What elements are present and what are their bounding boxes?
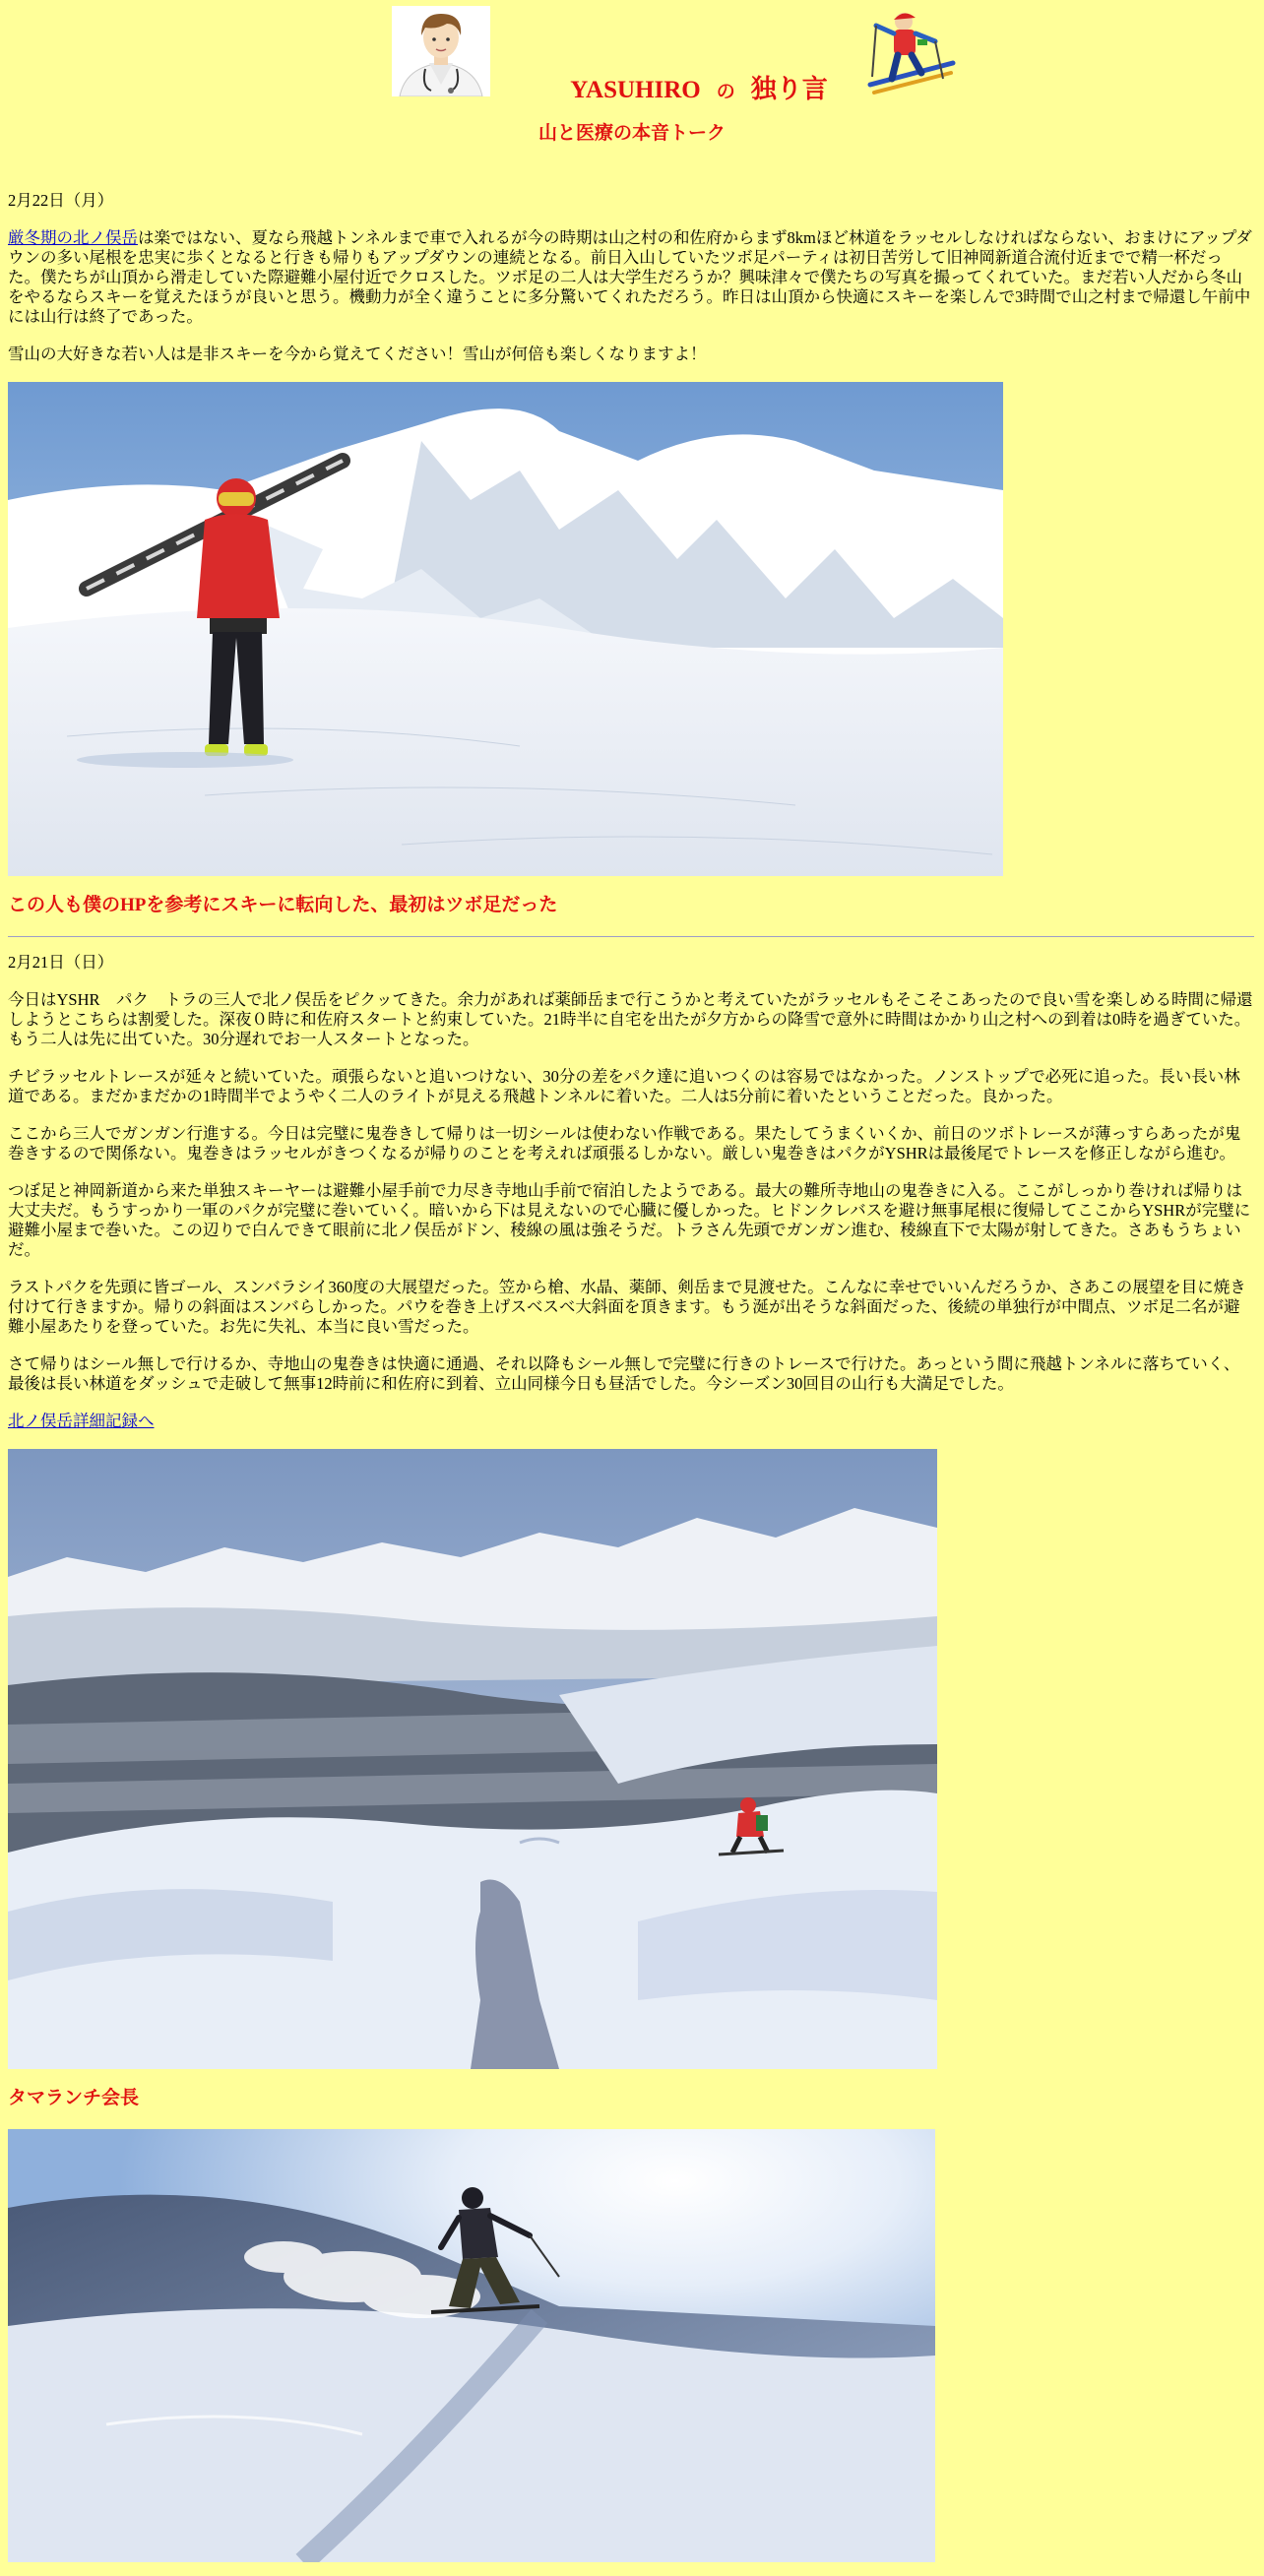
page-header [0,0,1264,177]
kitanomata-detail-record-link[interactable]: 北ノ俣岳詳細記録へ [8,1412,155,1430]
doctor-avatar-icon [392,6,490,96]
skier-clipart-icon [864,8,957,98]
skier-descending-forest-photo [8,1449,937,2069]
detail-link-paragraph [8,1412,1254,1431]
entry-paragraph [8,228,1254,327]
entry-body-text: は楽ではない、夏なら飛越トンネルまで車で入れるが今の時期は山之村の和佐府からまず8kmほど林道をラッセルしなければならない、おまけにアップダウンの多い尾根を忠実に歩くとなると行きも帰りもアップダウンの連続となる。前日入山していたツボ足パーティは初日苦労して旧神岡新道合流付近までで精一杯だった。僕たちが山頂から滑走していた際避難小屋付近でクロスした。ツボ足の二人は大学生だろうか？興味津々で僕たちの写真を撮ってくれていた。まだ若い人だから冬山をやるならスキーを覚えたほうが良いと思う。機動力が全く違うことに多分驚いてくれただろう。昨日は山頂から快適にスキーを楽しんで3時間で山之村まで帰還し午前中には山行は終了であった。 [8,228,1252,326]
entry-paragraph: つぼ足と神岡新道から来た単独スキーヤーは避難小屋手前で力尽き寺地山手前で宿泊したようである。最大の難所寺地山の鬼巻きに入る。ここがしっかり巻ければ帰りは大丈夫だ。もうすっかり一軍のパクが完璧に巻いていく。暗いから下は見えないので心臓に優しかった。ヒドンクレバスを避け無事尾根に復帰してここからYSHRが完璧に避難小屋まで巻いた。この辺りで白んできて眼前に北ノ俣岳がドン、稜線の風は強そうだ。トラさん先頭でガンガン進む、稜線直下で太陽が射してきた。さあもうちょいだ。 [8,1181,1251,1259]
page-title [551,69,847,105]
entry-paragraph: チビラッセルトレースが延々と続いていた。頑張らないと追いつけない、30分の差をパク達に追いつくのは容易ではなかった。ノンストップで必死に追った。長い長い林道である。まだかまだかの1時間半でようやく二人のライトが見える飛越トンネルに着いた。二人は5分前に着いたということだった。良かった。 [8,1067,1240,1105]
entry-paragraph: ここから三人でガンガン行進する。今日は完璧に鬼巻きして帰りは一切シールは使わない作戦である。果たしてうまくいくか、前日のツボトレースが薄っすらあったが鬼巻きするので関係ない。鬼巻きはラッセルがきつくなるが帰りのことを考えれば頑張るしかない。厳しい鬼巻きはパクがYSHRは最後尾でトレースを修正しながら進む。 [8,1124,1241,1162]
title-no: の [716,82,735,102]
kitanomata-winter-link[interactable]: 厳冬期の北ノ俣岳 [8,228,138,247]
entry-paragraph: ラストパクを先頭に皆ゴール、スンバラシイ360度の大展望だった。笠から槍、水晶、薬師、剣岳まで見渡せた。こんなに幸せでいいんだろうか、さあこの展望を目に焼き付けて行きますか。帰りの斜面はスンバらしかった。パウを巻き上げスベスベ大斜面を頂きます。もう涎が出そうな斜面だった、後続の単独行が中間点、ツボ足二名が避難小屋あたりを登っていた。お先に失礼、本当に良い雪だった。 [8,1278,1246,1336]
entry-paragraph: 今日はYSHR パク トラの三人で北ノ俣岳をピクッてきた。余力があれば薬師岳まで行こうかと考えていたがラッセルもそこそこあったので良い雪を楽しめる時間に帰還しようとこちらは割愛した。深夜０時に和佐府スタートと約束していた。21時半に自宅を出たが夕方からの降雪で意外に時間はかかり山之村への到着は0時を過ぎていた。もう二人は先に出ていた。30分遅れでお一人スタートとなった。 [8,990,1253,1048]
entry-date: 2月22日（月） [8,191,114,210]
title-word: 独り言 [750,75,828,103]
entry-divider [8,936,1254,937]
photo-caption: タマランチ会長 [8,2088,140,2108]
title-name: YASUHIRO [570,77,701,103]
entry-paragraph: 雪山の大好きな若い人は是非スキーを今から覚えてください！雪山が何倍も楽しくなりますよ！ [8,345,707,363]
entry-paragraph: さて帰りはシール無しで行けるか、寺地山の鬼巻きは快適に通過、それ以降もシール無しで完璧に行きのトレースで行けた。あっという間に飛越トンネルに落ちていく、最後は長い林道をダッシュで走破して無事12時前に和佐府に到着、立山同様今日も昼活でした。今シーズン30回目の山行も大満足でした。 [8,1354,1240,1393]
skier-turning-powder-photo [8,2129,935,2562]
page-subtitle: 山と医療の本音トーク [537,123,726,144]
skier-carrying-skis-photo [8,382,1003,876]
main-content [8,191,1254,2576]
entry-date: 2月21日（日） [8,953,114,972]
photo-caption: この人も僕のHPを参考にスキーに転向した、最初はツボ足だった [8,895,558,915]
